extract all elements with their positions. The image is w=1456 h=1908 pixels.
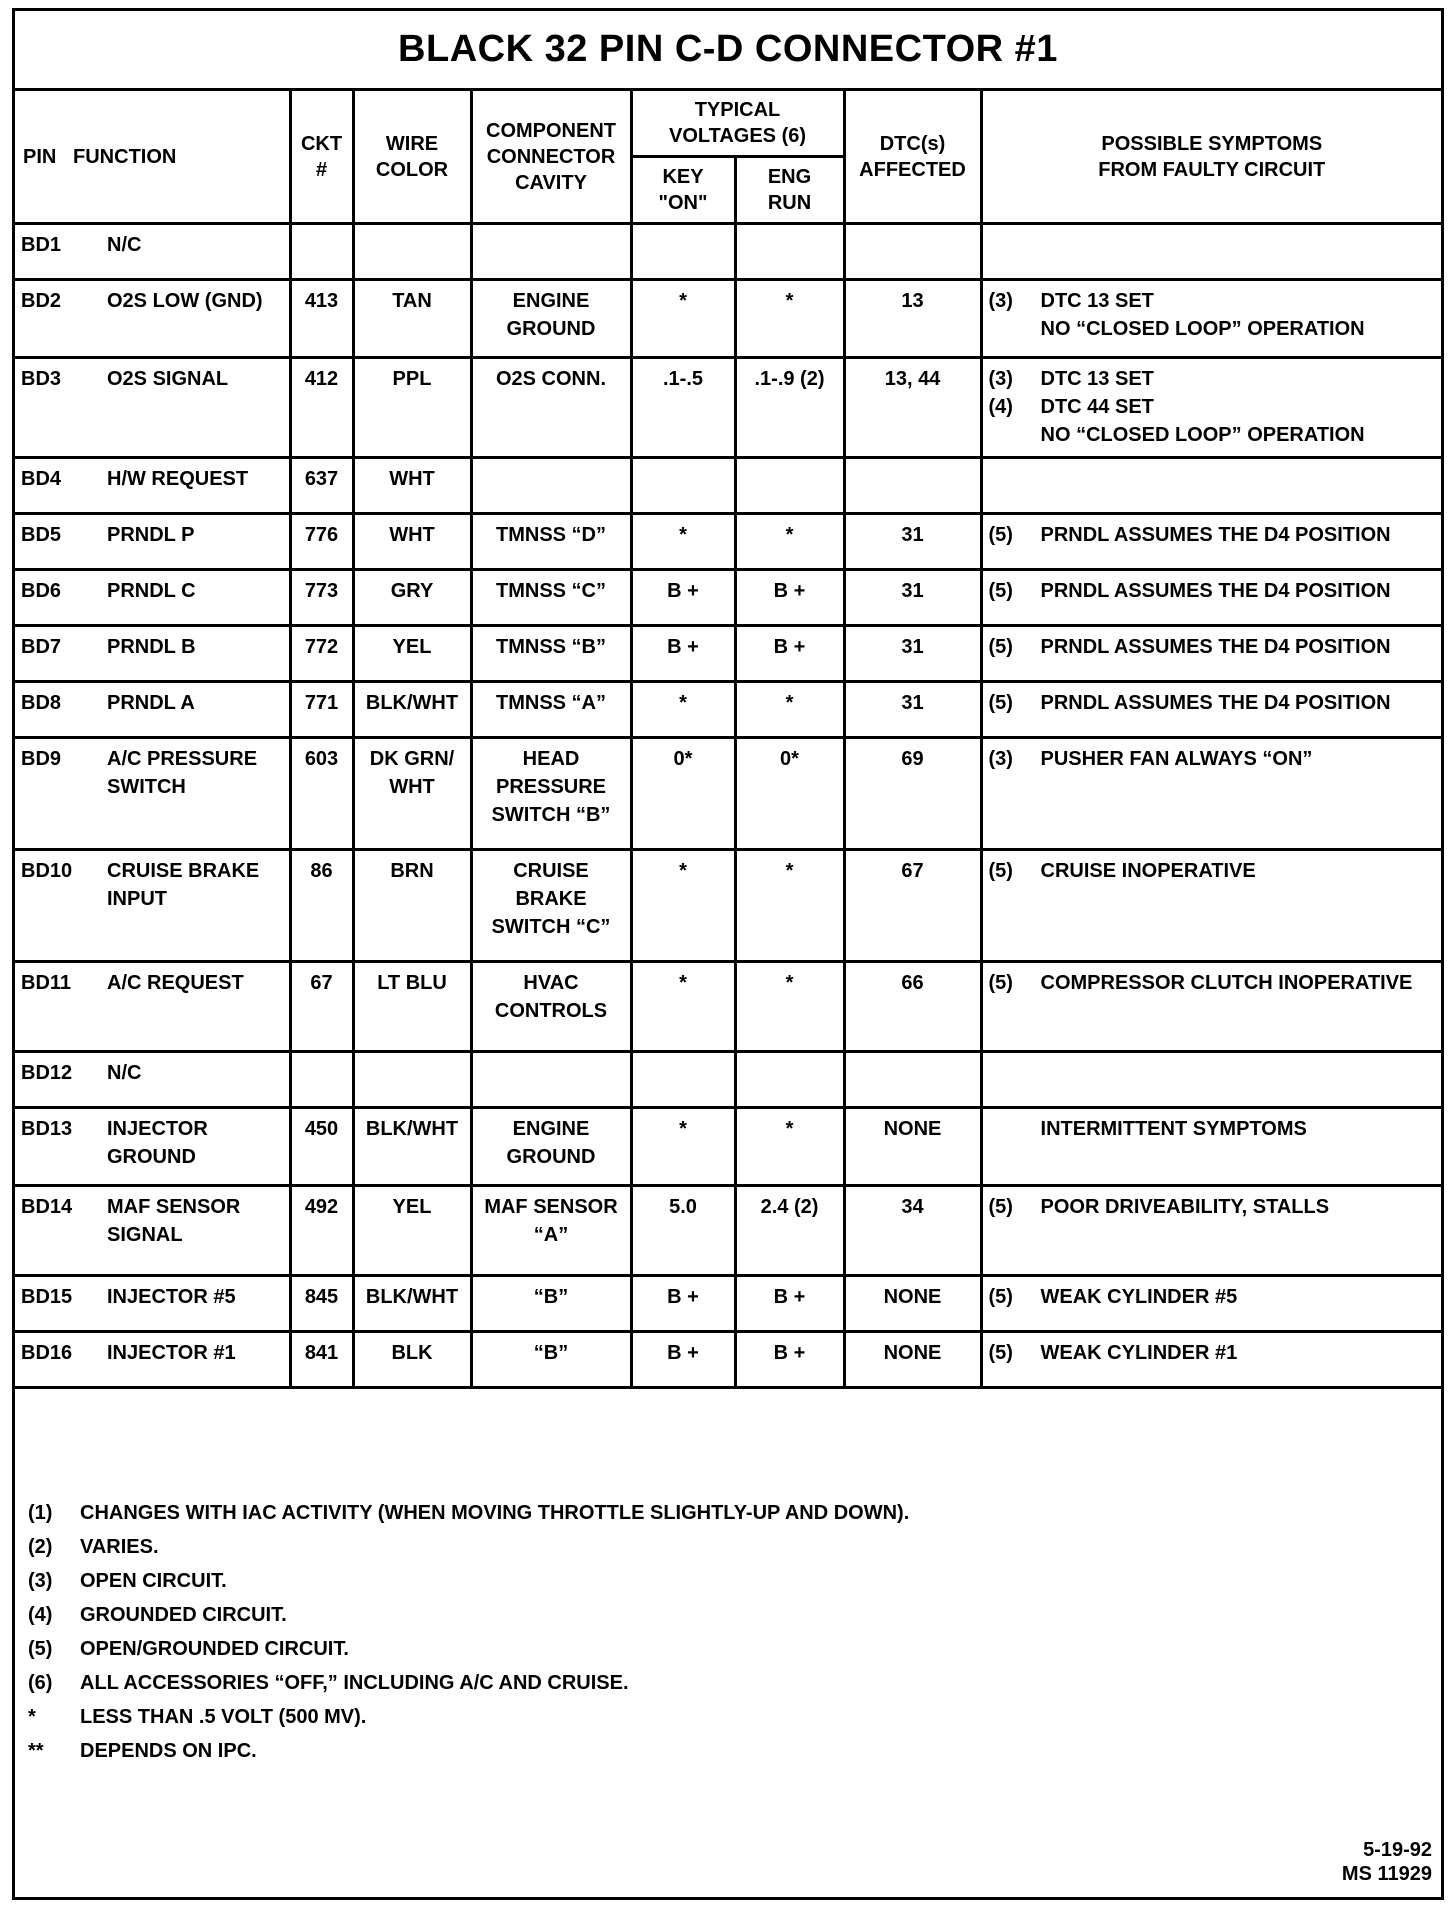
function-label: PRNDL C	[107, 580, 196, 602]
symptom-text: WEAK CYLINDER #1	[1040, 1342, 1238, 1364]
note-item	[28, 1598, 1128, 1632]
symptom-code: (3)	[988, 290, 1013, 312]
symptom-line	[989, 857, 1436, 885]
note-text: VARIES.	[80, 1535, 159, 1558]
pin-function-cell	[15, 962, 290, 1052]
wire-color-cell: LT BLU	[353, 962, 471, 1052]
note-text: ALL ACCESSORIES “OFF,” INCLUDING A/C AND CRUISE.	[80, 1671, 629, 1694]
pin-label: BD3	[21, 368, 62, 390]
cavity-cell: HEAD PRESSURE SWITCH “B”	[471, 738, 631, 850]
dtc-cell: 69	[844, 738, 981, 850]
pin-function-cell	[15, 738, 290, 850]
symptoms-cell	[981, 1276, 1441, 1332]
eng-run-cell: *	[735, 1108, 844, 1186]
eng-run-cell: *	[735, 682, 844, 738]
pin-label: BD11	[21, 972, 72, 994]
table-row	[15, 1276, 1441, 1332]
ckt-cell	[290, 224, 353, 280]
key-on-cell: *	[631, 682, 735, 738]
header-typical-voltages: TYPICAL VOLTAGES (6)	[631, 91, 844, 157]
symptom-code	[989, 1115, 1041, 1143]
dtc-cell	[844, 1052, 981, 1108]
header-symptoms: POSSIBLE SYMPTOMS FROM FAULTY CIRCUIT	[981, 91, 1441, 224]
ckt-cell: 776	[290, 514, 353, 570]
symptom-code	[989, 315, 1041, 343]
pin-label: BD9	[21, 748, 62, 770]
ckt-cell: 603	[290, 738, 353, 850]
pin-label: BD4	[21, 468, 62, 490]
symptom-line	[989, 1339, 1436, 1367]
symptom-code: (5)	[988, 972, 1013, 994]
note-text: CHANGES WITH IAC ACTIVITY (WHEN MOVING THROTTLE SLIGHTLY-UP AND DOWN).	[80, 1501, 910, 1524]
symptom-text: NO “CLOSED LOOP” OPERATION	[1040, 424, 1365, 446]
symptom-code: (3)	[988, 748, 1013, 770]
table-row	[15, 458, 1441, 514]
pin-label: BD13	[21, 1118, 73, 1140]
symptoms-cell	[981, 358, 1441, 458]
note-item	[28, 1666, 1128, 1700]
eng-run-cell	[735, 224, 844, 280]
symptom-line	[989, 577, 1436, 605]
function-label: H/W REQUEST	[107, 468, 249, 490]
eng-run-cell: 2.4 (2)	[735, 1186, 844, 1276]
symptom-text: CRUISE INOPERATIVE	[1040, 860, 1256, 882]
function-label: MAF SENSOR SIGNAL	[107, 1196, 241, 1246]
symptom-code: (5)	[988, 860, 1013, 882]
cavity-cell: MAF SENSOR “A”	[471, 1186, 631, 1276]
eng-run-cell: *	[735, 514, 844, 570]
key-on-cell: B +	[631, 1276, 735, 1332]
note-key: (5)	[28, 1637, 53, 1660]
ckt-cell: 637	[290, 458, 353, 514]
cavity-cell: TMNSS “C”	[471, 570, 631, 626]
header-eng-run: ENG RUN	[735, 157, 844, 224]
symptoms-cell	[981, 682, 1441, 738]
symptom-text: PRNDL ASSUMES THE D4 POSITION	[1040, 524, 1391, 546]
symptom-code: (5)	[988, 524, 1013, 546]
symptom-code: (5)	[988, 580, 1013, 602]
note-item	[28, 1734, 1128, 1768]
dtc-cell: 13, 44	[844, 358, 981, 458]
eng-run-cell: B +	[735, 626, 844, 682]
pin-label: BD2	[21, 290, 62, 312]
header-ckt: CKT #	[290, 91, 353, 224]
ckt-cell: 845	[290, 1276, 353, 1332]
key-on-cell: *	[631, 280, 735, 358]
symptom-text: DTC 13 SET	[1040, 290, 1154, 312]
ckt-cell: 67	[290, 962, 353, 1052]
dtc-cell: 31	[844, 514, 981, 570]
wire-color-cell: BRN	[353, 850, 471, 962]
symptom-code: (5)	[988, 1196, 1013, 1218]
function-label: INJECTOR GROUND	[107, 1118, 208, 1168]
symptom-line	[989, 421, 1436, 449]
ckt-cell: 771	[290, 682, 353, 738]
wire-color-cell	[353, 224, 471, 280]
dtc-cell: 66	[844, 962, 981, 1052]
note-item	[28, 1530, 1128, 1564]
table-row	[15, 280, 1441, 358]
dtc-cell: NONE	[844, 1276, 981, 1332]
symptoms-cell	[981, 280, 1441, 358]
eng-run-cell: B +	[735, 1332, 844, 1388]
function-label: PRNDL B	[107, 636, 196, 658]
cavity-cell: ENGINE GROUND	[471, 1108, 631, 1186]
note-key: (6)	[28, 1671, 53, 1694]
symptom-code	[989, 421, 1041, 449]
symptom-code: (3)	[988, 368, 1013, 390]
wire-color-cell	[353, 1052, 471, 1108]
cavity-cell: TMNSS “B”	[471, 626, 631, 682]
wire-color-cell: GRY	[353, 570, 471, 626]
eng-run-cell: *	[735, 850, 844, 962]
table-row	[15, 682, 1441, 738]
table-row	[15, 358, 1441, 458]
notes-list	[28, 1496, 1128, 1768]
note-item	[28, 1496, 1128, 1530]
table-row	[15, 514, 1441, 570]
dtc-cell: NONE	[844, 1108, 981, 1186]
ckt-cell: 841	[290, 1332, 353, 1388]
function-label: INJECTOR #1	[107, 1342, 236, 1364]
symptom-code: (5)	[988, 1342, 1013, 1364]
wire-color-cell: DK GRN/ WHT	[353, 738, 471, 850]
symptoms-cell	[981, 458, 1441, 514]
symptom-code: (5)	[988, 636, 1013, 658]
note-item	[28, 1564, 1128, 1598]
symptoms-cell	[981, 1332, 1441, 1388]
symptom-line	[989, 633, 1436, 661]
cavity-cell: “B”	[471, 1332, 631, 1388]
function-label: N/C	[107, 234, 142, 256]
symptom-text: PRNDL ASSUMES THE D4 POSITION	[1040, 636, 1391, 658]
header-key-on: KEY "ON"	[631, 157, 735, 224]
table-row	[15, 224, 1441, 280]
function-label: O2S LOW (GND)	[107, 290, 263, 312]
pin-label: BD10	[21, 860, 73, 882]
symptom-line	[989, 521, 1436, 549]
symptom-line	[989, 1283, 1436, 1311]
cavity-cell: CRUISE BRAKE SWITCH “C”	[471, 850, 631, 962]
symptom-text: INTERMITTENT SYMPTOMS	[1040, 1118, 1307, 1140]
function-label: CRUISE BRAKE INPUT	[107, 860, 260, 910]
eng-run-cell: B +	[735, 570, 844, 626]
ckt-cell: 772	[290, 626, 353, 682]
function-label: N/C	[107, 1062, 142, 1084]
header-pin-function	[15, 91, 290, 224]
symptom-text: WEAK CYLINDER #5	[1040, 1286, 1238, 1308]
ckt-cell: 413	[290, 280, 353, 358]
pin-function-cell	[15, 514, 290, 570]
pin-function-cell	[15, 682, 290, 738]
connector-table-body	[15, 224, 1441, 1388]
symptom-code: (4)	[988, 396, 1013, 418]
pin-label: BD14	[21, 1196, 73, 1218]
pin-label: BD7	[21, 636, 62, 658]
key-on-cell: .1-.5	[631, 358, 735, 458]
dtc-cell: 67	[844, 850, 981, 962]
ckt-cell: 492	[290, 1186, 353, 1276]
note-text: OPEN/GROUNDED CIRCUIT.	[80, 1637, 349, 1660]
note-text: DEPENDS ON IPC.	[80, 1739, 257, 1762]
symptom-text: NO “CLOSED LOOP” OPERATION	[1040, 318, 1365, 340]
pin-label: BD16	[21, 1342, 73, 1364]
note-text: GROUNDED CIRCUIT.	[80, 1603, 287, 1626]
wire-color-cell: WHT	[353, 514, 471, 570]
ckt-cell	[290, 1052, 353, 1108]
note-key: (1)	[28, 1501, 53, 1524]
dtc-cell: 13	[844, 280, 981, 358]
note-key: (3)	[28, 1569, 53, 1592]
pin-function-cell	[15, 626, 290, 682]
symptom-text: COMPRESSOR CLUTCH INOPERATIVE	[1040, 972, 1413, 994]
dtc-cell: 31	[844, 682, 981, 738]
symptom-text: PRNDL ASSUMES THE D4 POSITION	[1040, 692, 1391, 714]
pin-label: BD12	[21, 1062, 73, 1084]
note-item	[28, 1632, 1128, 1666]
symptoms-cell	[981, 626, 1441, 682]
wire-color-cell: YEL	[353, 1186, 471, 1276]
note-item	[28, 1700, 1128, 1734]
key-on-cell: *	[631, 962, 735, 1052]
function-label: O2S SIGNAL	[107, 368, 229, 390]
symptom-code: (5)	[988, 692, 1013, 714]
cavity-cell: TMNSS “A”	[471, 682, 631, 738]
symptom-line	[989, 287, 1436, 315]
pin-label: BD8	[21, 692, 62, 714]
pin-function-cell	[15, 280, 290, 358]
footer-code: MS 11929	[1341, 1863, 1432, 1885]
eng-run-cell: 0*	[735, 738, 844, 850]
pin-function-cell	[15, 570, 290, 626]
header-wire-color: WIRE COLOR	[353, 91, 471, 224]
document-title: BLACK 32 PIN C-D CONNECTOR #1	[15, 11, 1441, 91]
wire-color-cell: WHT	[353, 458, 471, 514]
pin-function-cell	[15, 850, 290, 962]
table-row	[15, 1108, 1441, 1186]
eng-run-cell: *	[735, 280, 844, 358]
symptoms-cell	[981, 738, 1441, 850]
eng-run-cell: B +	[735, 1276, 844, 1332]
pin-label: BD5	[21, 524, 62, 546]
function-label: INJECTOR #5	[107, 1286, 236, 1308]
key-on-cell: *	[631, 514, 735, 570]
symptom-text: DTC 13 SET	[1040, 368, 1154, 390]
header-dtc: DTC(s) AFFECTED	[844, 91, 981, 224]
pin-label: BD6	[21, 580, 62, 602]
wire-color-cell: BLK/WHT	[353, 682, 471, 738]
dtc-cell: 31	[844, 626, 981, 682]
table-row	[15, 738, 1441, 850]
symptom-code: (5)	[988, 1286, 1013, 1308]
symptoms-cell	[981, 224, 1441, 280]
wire-color-cell: BLK/WHT	[353, 1108, 471, 1186]
header-pin: PIN	[23, 145, 57, 168]
dtc-cell: 34	[844, 1186, 981, 1276]
key-on-cell	[631, 458, 735, 514]
dtc-cell	[844, 458, 981, 514]
symptom-line	[989, 1193, 1436, 1221]
key-on-cell: B +	[631, 1332, 735, 1388]
pin-function-cell	[15, 1276, 290, 1332]
function-label: PRNDL A	[107, 692, 195, 714]
footer-date: 5-19-92	[1363, 1839, 1432, 1861]
symptom-text: DTC 44 SET	[1040, 396, 1154, 418]
dtc-cell: 31	[844, 570, 981, 626]
function-label: A/C REQUEST	[107, 972, 244, 994]
eng-run-cell: .1-.9 (2)	[735, 358, 844, 458]
pin-function-cell	[15, 358, 290, 458]
wire-color-cell: BLK/WHT	[353, 1276, 471, 1332]
key-on-cell: 5.0	[631, 1186, 735, 1276]
eng-run-cell: *	[735, 962, 844, 1052]
header-function: FUNCTION	[73, 145, 177, 168]
symptom-line	[989, 315, 1436, 343]
table-row	[15, 1332, 1441, 1388]
table-row	[15, 850, 1441, 962]
cavity-cell: ENGINE GROUND	[471, 280, 631, 358]
note-key: *	[28, 1705, 36, 1728]
cavity-cell: “B”	[471, 1276, 631, 1332]
note-key: (4)	[28, 1603, 53, 1626]
wire-color-cell: PPL	[353, 358, 471, 458]
symptom-line	[989, 969, 1436, 997]
ckt-cell: 773	[290, 570, 353, 626]
symptom-text: PRNDL ASSUMES THE D4 POSITION	[1040, 580, 1391, 602]
key-on-cell: *	[631, 850, 735, 962]
note-key: **	[28, 1739, 44, 1762]
connector-table	[15, 91, 1441, 1389]
note-key: (2)	[28, 1535, 53, 1558]
key-on-cell: B +	[631, 626, 735, 682]
cavity-cell: TMNSS “D”	[471, 514, 631, 570]
table-row	[15, 962, 1441, 1052]
key-on-cell: 0*	[631, 738, 735, 850]
table-row	[15, 626, 1441, 682]
cavity-cell	[471, 458, 631, 514]
key-on-cell	[631, 224, 735, 280]
symptom-text: POOR DRIVEABILITY, STALLS	[1040, 1196, 1330, 1218]
wire-color-cell: TAN	[353, 280, 471, 358]
pin-function-cell	[15, 1186, 290, 1276]
pin-label: BD1	[21, 234, 62, 256]
ckt-cell: 450	[290, 1108, 353, 1186]
pin-label: BD15	[21, 1286, 73, 1308]
symptom-line	[989, 365, 1436, 393]
symptom-line	[989, 393, 1436, 421]
wire-color-cell: YEL	[353, 626, 471, 682]
cavity-cell	[471, 1052, 631, 1108]
symptom-line	[989, 745, 1436, 773]
symptoms-cell	[981, 1108, 1441, 1186]
symptoms-cell	[981, 570, 1441, 626]
dtc-cell	[844, 224, 981, 280]
pin-function-cell	[15, 1052, 290, 1108]
header-component: COMPONENT CONNECTOR CAVITY	[471, 91, 631, 224]
key-on-cell: *	[631, 1108, 735, 1186]
cavity-cell: O2S CONN.	[471, 358, 631, 458]
symptoms-cell	[981, 1186, 1441, 1276]
key-on-cell: B +	[631, 570, 735, 626]
ckt-cell: 86	[290, 850, 353, 962]
function-label: A/C PRESSURE SWITCH	[107, 748, 258, 798]
symptoms-cell	[981, 850, 1441, 962]
pin-function-cell	[15, 1108, 290, 1186]
cavity-cell: HVAC CONTROLS	[471, 962, 631, 1052]
dtc-cell: NONE	[844, 1332, 981, 1388]
symptom-text: PUSHER FAN ALWAYS “ON”	[1040, 748, 1313, 770]
function-label: PRNDL P	[107, 524, 195, 546]
table-row	[15, 1052, 1441, 1108]
note-text: LESS THAN .5 VOLT (500 MV).	[80, 1705, 367, 1728]
pin-function-cell	[15, 458, 290, 514]
table-row	[15, 570, 1441, 626]
eng-run-cell	[735, 1052, 844, 1108]
footer	[1342, 1838, 1432, 1886]
note-text: OPEN CIRCUIT.	[80, 1569, 227, 1592]
ckt-cell: 412	[290, 358, 353, 458]
symptoms-cell	[981, 1052, 1441, 1108]
pin-function-cell	[15, 1332, 290, 1388]
table-row	[15, 1186, 1441, 1276]
symptoms-cell	[981, 962, 1441, 1052]
cavity-cell	[471, 224, 631, 280]
wire-color-cell: BLK	[353, 1332, 471, 1388]
eng-run-cell	[735, 458, 844, 514]
symptoms-cell	[981, 514, 1441, 570]
pin-function-cell	[15, 224, 290, 280]
symptom-line	[989, 1115, 1436, 1143]
symptom-line	[989, 689, 1436, 717]
key-on-cell	[631, 1052, 735, 1108]
